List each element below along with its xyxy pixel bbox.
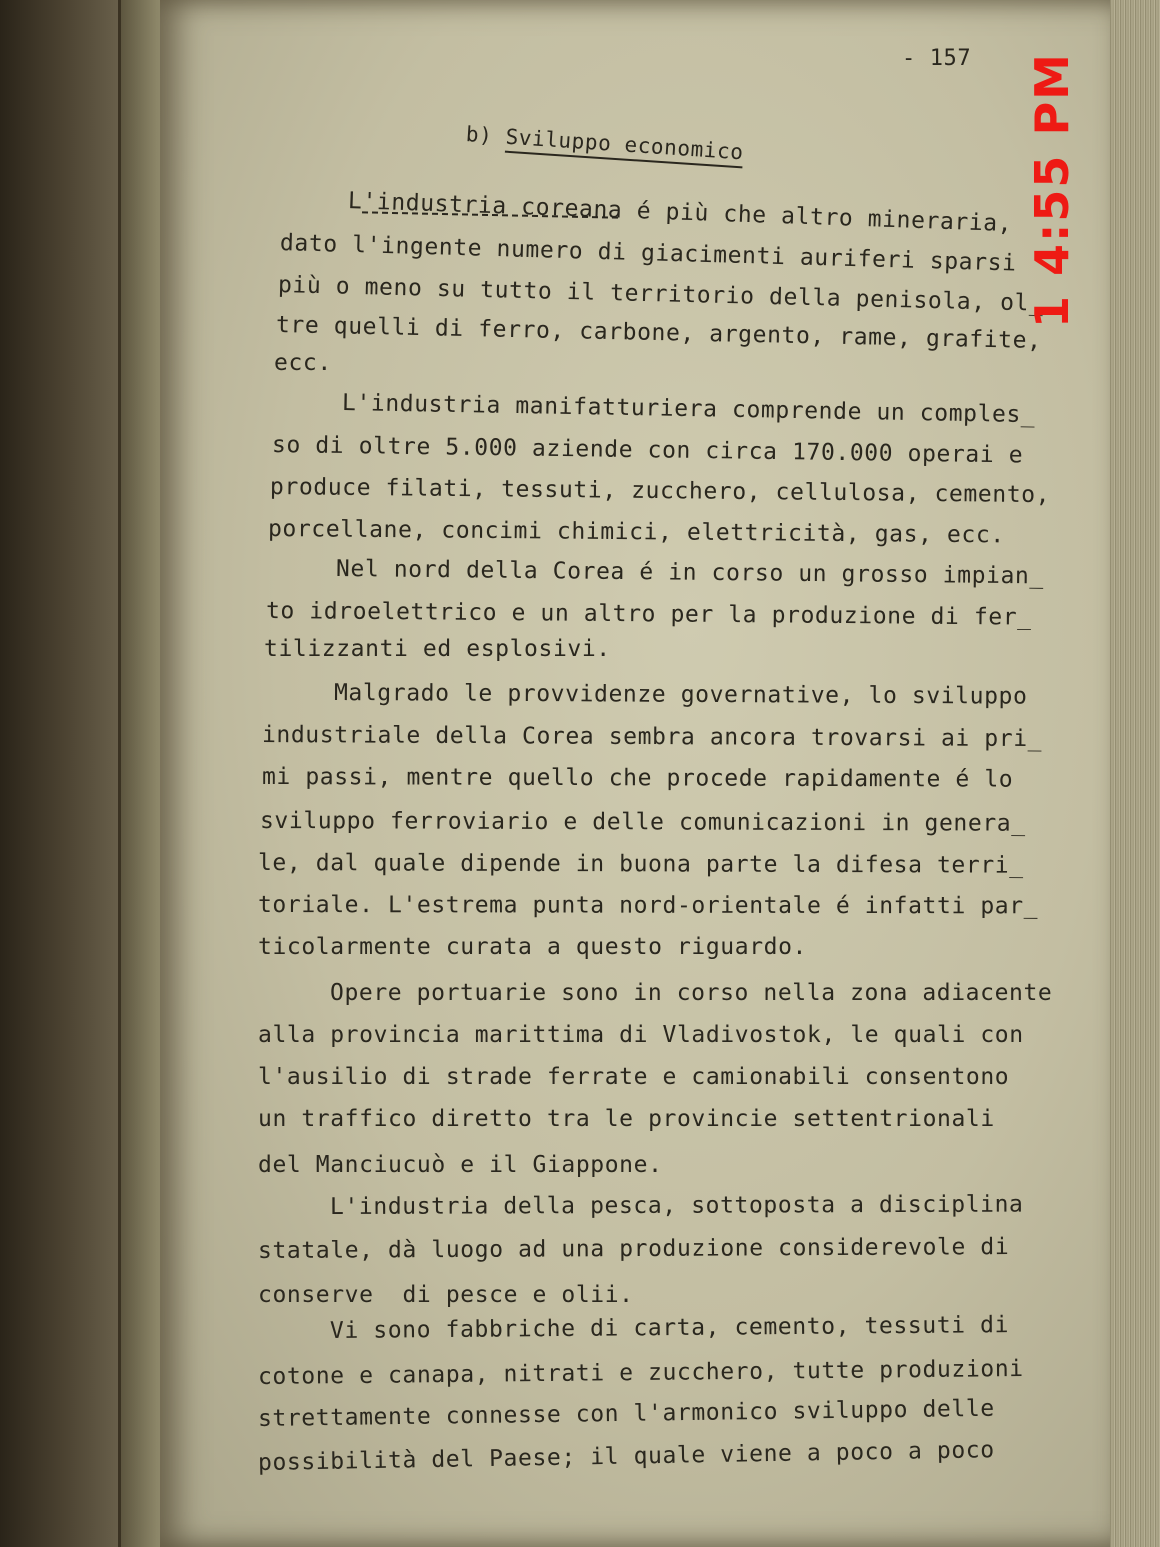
text-line: to idroelettrico e un altro per la produzione di fer_	[265, 598, 1032, 631]
text-line: Opere portuarie sono in corso nella zona adiacente	[330, 980, 1053, 1006]
text-line: tre quelli di ferro, carbone, argento, rame, grafite,	[275, 312, 1042, 355]
book-page-stack	[1110, 0, 1160, 1547]
text-line: un traffico diretto tra le provincie settentrionali	[258, 1106, 995, 1132]
text-line: produce filati, tessuti, zucchero, cellulosa, cemento,	[269, 474, 1051, 509]
text-line: Malgrado le provvidenze governative, lo sviluppo	[333, 680, 1028, 710]
text-line: del Manciucuò e il Giappone.	[258, 1152, 663, 1178]
text-line: alla provincia marittima di Vladivostok, le quali con	[258, 1022, 1024, 1048]
text-line: toriale. L'estrema punta nord-orientale é infatti par_	[257, 892, 1039, 920]
text-line: le, dal quale dipende in buona parte la difesa terri_	[257, 850, 1024, 879]
text-line: l'ausilio di strade ferrate e camionabili consentono	[258, 1064, 1010, 1090]
section-heading-prefix: b)	[465, 122, 494, 148]
camera-timestamp: 1 4:55 PM	[1025, 52, 1079, 328]
text-line: tilizzanti ed esplosivi.	[264, 636, 611, 662]
text-line: Nel nord della Corea é in corso un grosso impian_	[335, 556, 1045, 590]
text-line: L'industria coreana é più che altro mineraria,	[347, 188, 1013, 238]
text-line: sviluppo ferroviario e delle comunicazioni in genera_	[259, 808, 1026, 837]
text-line: statale, dà luogo ad una produzione considerevole di	[257, 1234, 1010, 1264]
section-heading-title: Sviluppo economico	[505, 125, 745, 169]
text-line: conserve di pesce e olii.	[258, 1282, 634, 1308]
text-line: porcellane, concimi chimici, elettricità, gas, ecc.	[267, 516, 1005, 549]
text-line: ticolarmente curata a questo riguardo.	[258, 934, 807, 960]
text-line: Vi sono fabbriche di carta, cemento, tessuti di	[329, 1312, 1010, 1344]
text-line: strettamente connesse con l'armonico sviluppo delle	[257, 1395, 995, 1432]
text-line: dato l'ingente numero di giacimenti auriferi sparsi	[279, 230, 1017, 277]
text-line: L'industria della pesca, sottoposta a disciplina	[329, 1191, 1024, 1220]
text-line: ecc.	[274, 350, 332, 376]
text-line: L'industria manifatturiera comprende un comples_	[341, 390, 1036, 429]
text-line: più o meno su tutto il territorio della penisola, ol_	[277, 272, 1044, 317]
text-line: so di oltre 5.000 aziende con circa 170.000 operai e	[271, 432, 1024, 469]
text-line: mi passi, mentre quello che procede rapidamente é lo	[261, 764, 1014, 793]
text-line: cotone e canapa, nitrati e zucchero, tutte produzioni	[257, 1355, 1024, 1390]
text-line: industriale della Corea sembra ancora trovarsi ai pri_	[261, 722, 1043, 753]
text-line: possibilità del Paese; il quale viene a poco a poco	[257, 1437, 995, 1476]
page-number: - 157	[902, 46, 972, 71]
